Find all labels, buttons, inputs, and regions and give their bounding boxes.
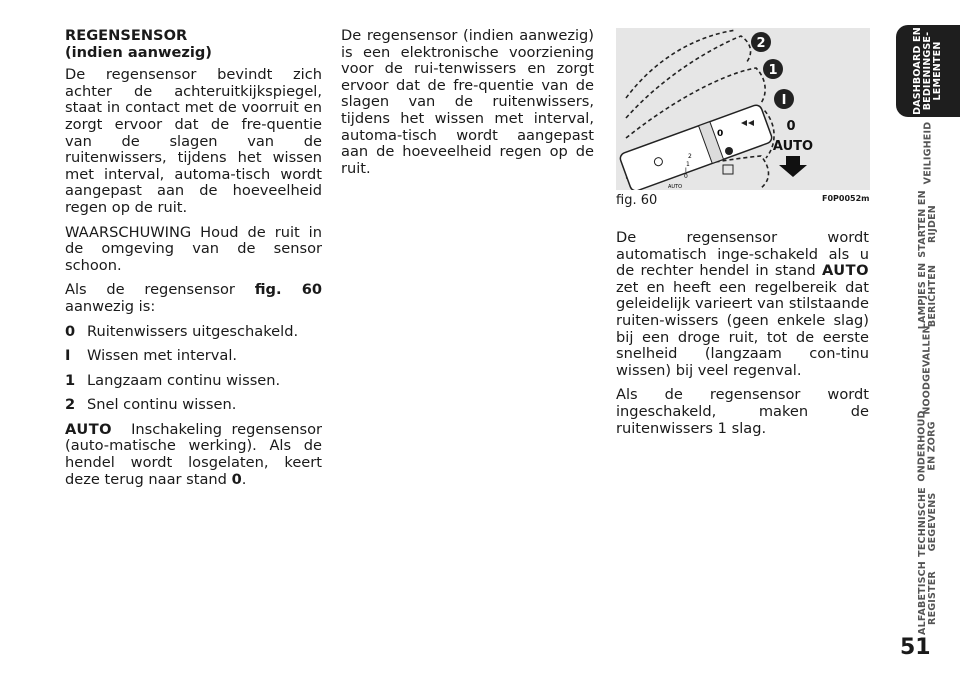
list-item <box>65 397 322 414</box>
ref-post: aanwezig is: <box>65 297 156 315</box>
auto-text: Inschakeling regensensor (auto-matische werking). Als de hendel wordt losgelaten, keert deze terug naar stand <box>65 420 322 488</box>
tab-register[interactable] <box>896 562 960 634</box>
tab-label: STARTEN EN <box>917 190 928 258</box>
tab-label: VEILIGHEID <box>922 121 933 184</box>
tab-label: EN ZORG <box>927 421 938 471</box>
auto-key: AUTO <box>65 420 113 438</box>
tab-label: NOODGEVALLEN <box>922 325 934 415</box>
ref-pre: Als de regensensor <box>65 281 235 299</box>
label-0: 0 <box>786 119 796 134</box>
column-right <box>616 230 869 445</box>
section-subheading: (indien aanwezig) <box>65 43 212 61</box>
list-item <box>65 373 322 390</box>
tab-label: BEDIENINGSE- <box>922 31 934 111</box>
auto-explanation-paragraph <box>616 230 869 379</box>
tab-label: DASHBOARD EN <box>912 27 924 115</box>
tab-noodgevallen[interactable] <box>896 325 960 415</box>
middle-paragraph: De regensensor (indien aanwezig) is een elektronische voorziening voor de rui-tenwissers en zorgt ervoor dat de fre-quentie van de slagen van de ruitenwissers, tijdens het wissen met interval, automa-tisch wordt aangepast aan de hoeveelheid regen op de ruit. <box>341 27 594 177</box>
tab-veiligheid[interactable] <box>896 120 960 185</box>
wiper-stalk-illustration <box>616 28 870 190</box>
list-item <box>65 324 322 341</box>
stalk-mark-2: 2 <box>688 153 692 160</box>
tab-lampjes[interactable] <box>896 262 960 330</box>
down-arrow-icon <box>779 156 807 177</box>
activation-paragraph: Als de regensensor wordt ingeschakeld, maken de ruitenwissers 1 slag. <box>616 386 869 437</box>
page-number: 51 <box>900 635 931 660</box>
tab-label: ONDERHOUD <box>917 410 928 482</box>
item-text: Snel continu wissen. <box>87 396 237 414</box>
badge-1: 1 <box>768 63 778 78</box>
auto-dot: . <box>241 470 247 488</box>
tab-onderhoud[interactable] <box>896 410 960 482</box>
stalk-mark-auto: AUTO <box>668 184 683 190</box>
list-item <box>65 348 322 365</box>
tab-label: REGISTER <box>927 571 938 625</box>
figure-60 <box>616 28 870 190</box>
auto-paragraph <box>65 422 322 488</box>
item-key: I <box>65 347 71 365</box>
warning-paragraph: WAARSCHUWING Houd de ruit in de omgeving van de sensor schoon. <box>65 223 322 274</box>
tab-label: ALFABETISCH <box>917 561 928 635</box>
column-left <box>65 28 322 496</box>
figure-code: F0P0052m <box>822 194 870 203</box>
badge-i: I <box>781 93 787 108</box>
figure-caption: fig. 60 <box>616 193 658 208</box>
p1-pre: De regensensor wordt automatisch inge-schakeld als u de rechter hendel in stand <box>616 229 869 280</box>
stalk-mark-0: 0 <box>717 129 724 139</box>
intro-paragraph: De regensensor bevindt zich achter de achteruitkijkspiegel, staat in contact met de voorruit en zorgt ervoor dat de fre-quentie van de slagen van de ruitenwissers, tijdens het wissen met interval, automa-tisch wordt aangepast aan de hoeveelheid regen op de ruit. <box>65 66 322 216</box>
item-key: 2 <box>65 396 76 414</box>
tab-label: RIJDEN <box>927 205 938 243</box>
figure-ref-link[interactable]: fig. 60 <box>254 281 323 299</box>
tab-label: TECHNISCHE <box>917 487 929 557</box>
stalk-mark-i: I <box>685 167 687 174</box>
figure-reference-paragraph <box>65 282 322 315</box>
item-text: Wissen met interval. <box>87 347 238 365</box>
column-middle <box>341 28 594 185</box>
item-text: Langzaam continu wissen. <box>87 371 281 389</box>
item-key: 0 <box>65 322 76 340</box>
tab-label: GEGEVENS <box>927 492 939 552</box>
section-heading: REGENSENSOR <box>65 27 188 44</box>
p1-auto: AUTO <box>821 262 870 280</box>
tab-starten[interactable] <box>896 190 960 258</box>
stalk-mark-0-small: 0 <box>684 173 688 180</box>
tab-label: LEMENTEN <box>932 41 944 101</box>
stalk-mark-1: 1 <box>686 161 690 168</box>
auto-end: 0 <box>231 470 242 488</box>
item-key: 1 <box>65 371 76 389</box>
tab-technische[interactable] <box>896 486 960 558</box>
tab-label: BERICHTEN <box>927 264 938 328</box>
label-auto: AUTO <box>772 139 814 154</box>
item-text: Ruitenwissers uitgeschakeld. <box>87 322 299 340</box>
badge-2: 2 <box>756 36 766 51</box>
p1-post: zet en heeft een regelbereik dat geleidelijk varieert van stilstaande ruiten-wissers (geen enkele slag) bij een droge ruit, tot de eerste snelheid (langzaam con-tinu wissen) bij veel regenval. <box>616 278 869 379</box>
tab-label: LAMPJES EN <box>917 262 928 330</box>
tab-dashboard[interactable] <box>896 25 960 117</box>
